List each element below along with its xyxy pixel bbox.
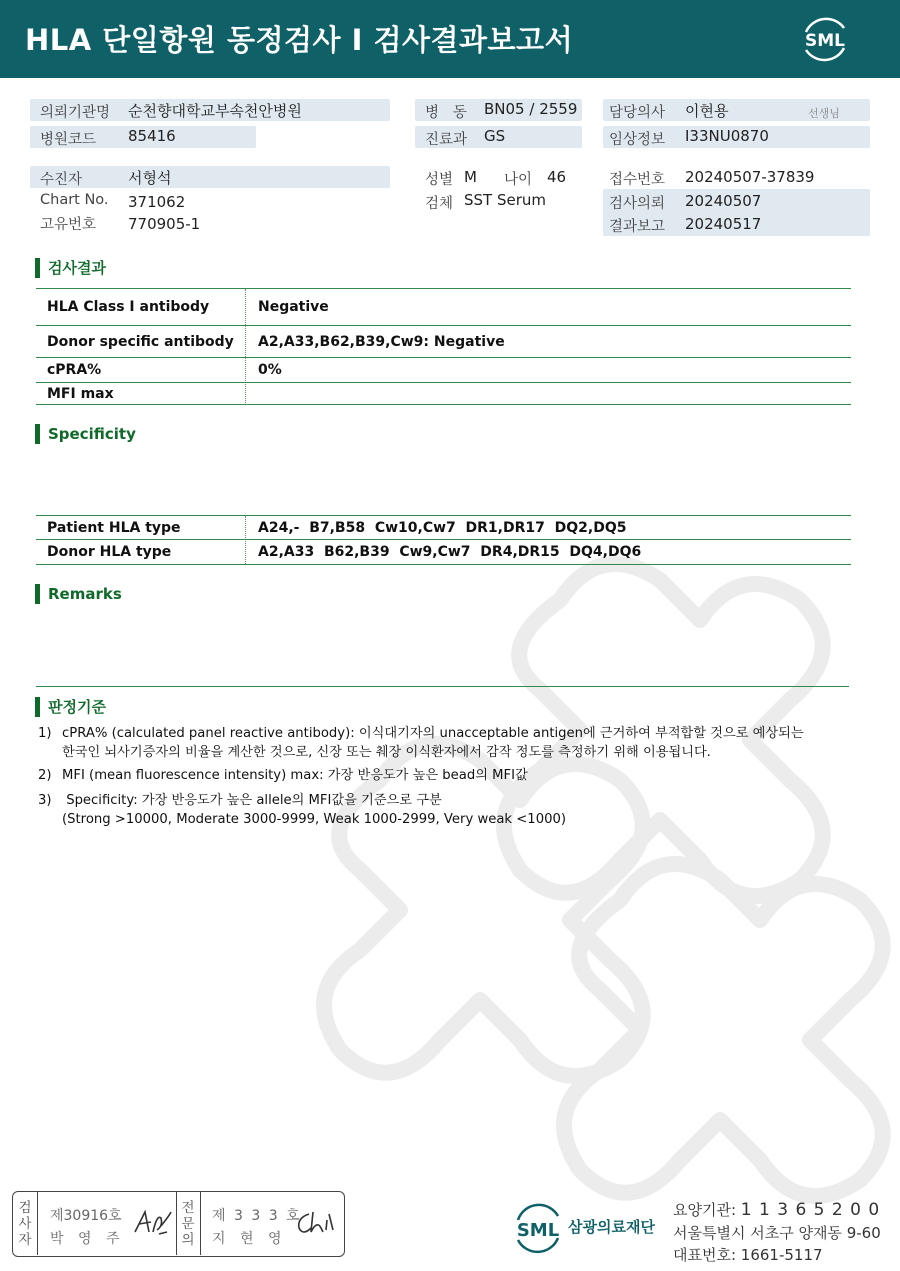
sml-org-logo-icon — [510, 1200, 566, 1256]
criteria-line: cPRA% (calculated panel reactive antibody): 이식대기자의 unacceptable antigen에 근거하여 부적합할 것으로 예상되는 — [62, 726, 804, 741]
result-key: HLA Class I antibody — [47, 299, 210, 315]
criteria-num: 3) — [38, 793, 52, 808]
criteria-section-title: 판정기준 — [35, 697, 106, 717]
report-value: 20240517 — [685, 215, 762, 233]
code-label: 요양기관: — [673, 1201, 737, 1219]
result-value: 0% — [258, 362, 282, 378]
result-key: Donor specific antibody — [47, 334, 234, 350]
report-label: 결과보고 — [609, 219, 666, 235]
hla-value: A2,A33 B62,B39 Cw9,Cw7 DR4,DR15 DQ4,DQ6 — [258, 544, 642, 560]
signature-divider — [176, 1192, 177, 1255]
table-line — [36, 357, 851, 358]
specialist-signature-icon — [293, 1208, 337, 1238]
unique-value: 770905-1 — [128, 215, 201, 233]
criteria-line: Specificity: 가장 반응도가 높은 allele의 MFI값을 기준으로 구분 — [62, 793, 442, 808]
organization-logo — [510, 1198, 675, 1258]
specialist-label: 전 문 의 — [181, 1200, 195, 1248]
specificity-section-title: Specificity — [35, 424, 136, 444]
remarks-divider — [36, 686, 849, 687]
specimen-label: 검체 — [425, 196, 454, 212]
specificity-table — [36, 515, 851, 565]
clinical-value: I33NU0870 — [685, 127, 769, 145]
table-line — [36, 404, 851, 405]
phone-value: 1661-5117 — [740, 1246, 823, 1264]
code-value: 1 1 3 6 5 2 0 0 — [740, 1200, 881, 1220]
doctor-suffix: 선생님 — [808, 107, 840, 120]
age-label: 나이 — [504, 172, 533, 188]
sml-logo-icon — [798, 12, 852, 66]
doctor-value: 이현용 — [685, 102, 729, 120]
patient-label: 수진자 — [40, 172, 83, 188]
organization-name: 삼광의료재단 — [568, 1218, 655, 1236]
signature-divider — [37, 1192, 38, 1255]
doctor-label: 담당의사 — [609, 105, 666, 121]
results-section-title: 검사결과 — [35, 258, 106, 278]
table-line — [36, 288, 851, 289]
clinical-label: 임상정보 — [609, 132, 666, 148]
hla-key: Donor HLA type — [47, 544, 172, 560]
hla-value: A24,- B7,B58 Cw10,Cw7 DR1,DR17 DQ2,DQ5 — [258, 520, 627, 536]
unique-label: 고유번호 — [40, 217, 97, 233]
institution-code — [673, 1199, 880, 1220]
specialist-number: 제 3 3 3 호 — [212, 1208, 302, 1224]
phone — [673, 1244, 823, 1265]
hla-key: Patient HLA type — [47, 520, 181, 536]
ward-label: 병 동 — [425, 105, 467, 121]
table-line — [36, 325, 851, 326]
report-title: HLA 단일항원 동정검사 I 검사결과보고서 — [25, 23, 574, 57]
chart-label: Chart No. — [40, 192, 109, 208]
age-value: 46 — [547, 168, 567, 186]
receipt-value: 20240507-37839 — [685, 168, 815, 186]
org-logo-text: SML — [516, 1220, 560, 1241]
sex-label: 성별 — [425, 172, 454, 188]
report-header — [0, 0, 900, 78]
result-value: A2,A33,B62,B39,Cw9: Negative — [258, 334, 505, 350]
request-label: 검사의뢰 — [609, 196, 666, 212]
tester-name: 박 영 주 — [50, 1231, 125, 1247]
tester-number: 제30916호 — [50, 1208, 122, 1224]
criteria-line: (Strong >10000, Moderate 3000-9999, Weak 1000-2999, Very weak <1000) — [62, 812, 567, 827]
signature-box — [12, 1191, 345, 1257]
hospital-code-value: 85416 — [128, 127, 176, 145]
table-divider — [245, 289, 246, 405]
patient-value: 서형석 — [128, 169, 172, 187]
signature-divider — [200, 1192, 201, 1255]
dept-label: 진료과 — [425, 132, 468, 148]
institution-label: 의뢰기관명 — [40, 105, 111, 121]
table-line — [36, 539, 851, 540]
receipt-label: 접수번호 — [609, 172, 666, 188]
criteria-num: 1) — [38, 726, 52, 741]
result-key: cPRA% — [47, 362, 102, 378]
table-line — [36, 564, 851, 565]
tester-label: 검 사 자 — [18, 1200, 32, 1248]
request-value: 20240507 — [685, 192, 762, 210]
ward-value: BN05 / 2559 — [484, 100, 578, 118]
specimen-value: SST Serum — [464, 191, 547, 209]
criteria-line: 한국인 뇌사기증자의 비율을 계산한 것으로, 신장 또는 췌장 이식환자에서 감작 정도를 측정하기 위해 이용됩니다. — [62, 745, 711, 760]
info-bar-patient — [30, 166, 390, 188]
specialist-name: 지 현 영 — [212, 1231, 287, 1247]
institution-value: 순천향대학교부속천안병원 — [128, 102, 302, 120]
table-line — [36, 515, 851, 516]
criteria-line: MFI (mean fluorescence intensity) max: 가장 반응도가 높은 bead의 MFI값 — [62, 768, 528, 783]
phone-label: 대표번호: — [673, 1246, 737, 1264]
remarks-section-title: Remarks — [35, 584, 122, 604]
address: 서울특별시 서초구 양재동 9-60 — [673, 1224, 881, 1242]
result-value: Negative — [258, 299, 329, 315]
sex-value: M — [464, 168, 477, 186]
dept-value: GS — [484, 127, 506, 145]
criteria-num: 2) — [38, 768, 52, 783]
tester-signature-icon — [131, 1208, 175, 1238]
table-line — [36, 382, 851, 383]
logo-text: SML — [805, 31, 845, 51]
chart-value: 371062 — [128, 193, 186, 211]
hospital-code-label: 병원코드 — [40, 132, 97, 148]
table-divider — [245, 516, 246, 564]
result-key: MFI max — [47, 386, 114, 402]
results-table — [36, 288, 851, 406]
